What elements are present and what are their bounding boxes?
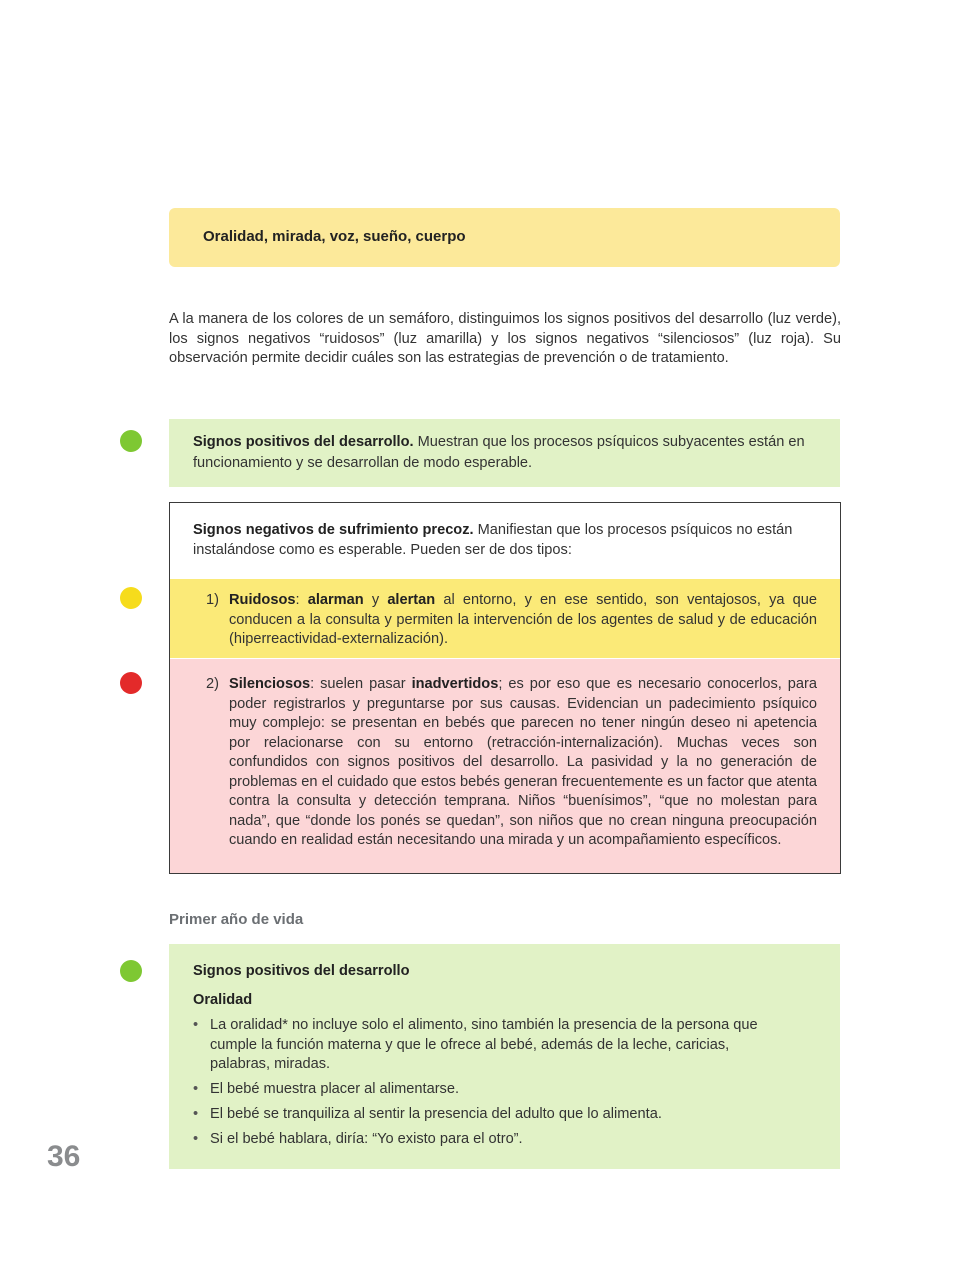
silent-signs-band [170,659,840,873]
section-header [169,208,840,267]
red-light-icon [120,672,142,694]
noisy-signs-text: Ruidosos: alarman y alertan al entorno, y en ese sentido, son ventajosos, ya que conducen a la consulta y permiten la intervención de los agentes de salud y de educación (hiperreactividad-externalización). [229,592,817,647]
list-item: • Si el bebé hablara, diría: “Yo existo para el otro”. [193,1130,793,1150]
silent-signs-text: Silenciosos: suelen pasar inadvertidos; es por eso que es necesario conocerlos, para poder registrarlos y preguntarse por sus causas. Evidencian un padecimiento psíquico muy complejo: se presentan en bebés que parecen no tener ningún deseo ni apetencia por relacionarse con su entorno (retracción-internalización). Muchas veces son confundidos con signos positivos del desarrollo. La pasividad y la no generación de problemas en el cuidado que estos bebés generan frecuentemente es un factor que atenta contra la consulta y detección temprana. Niños “buenísimos”, “que no molestan para nada”, que “donde los ponés se quedan”, son niños que no crean ninguna preocupación cuando en realidad están necesitando una mirada y un acompañamiento específicos. [229,676,817,848]
green-light-icon [120,430,142,452]
list-item: • El bebé se tranquiliza al sentir la presencia del adulto que lo alimenta. [193,1105,793,1125]
first-year-positive-box [169,944,840,1169]
page-number: 36 [47,1140,81,1173]
section-title: Primer año de vida [169,911,304,928]
noisy-signs-band [170,579,840,658]
box-subheading: Oralidad [193,992,253,1008]
noisy-signs-number: 1) [206,592,219,608]
list-item: • La oralidad* no incluye solo el alimento, sino también la presencia de la persona que cumple la función materna y que le ofrece al bebé, además de la leche, caricias, palabras, miradas. [193,1016,770,1075]
yellow-light-icon [120,587,142,609]
negative-signs-box [169,502,841,874]
box-heading: Signos positivos del desarrollo [193,963,410,979]
list-item: • El bebé muestra placer al alimentarse. [193,1080,793,1100]
negative-signs-intro [193,520,818,560]
positive-signs-lead: Signos positivos del desarrollo. [193,434,414,450]
section-header-title: Oralidad, mirada, voz, sueño, cuerpo [203,228,466,245]
bullet-list [193,1016,793,1155]
negative-signs-text: Manifiestan que los procesos psíquicos no están instalándose como es esperable. Pueden ser de dos tipos: [193,522,793,558]
intro-paragraph: A la manera de los colores de un semáforo, distinguimos los signos positivos del desarrollo (luz verde), los signos negativos “ruidosos” (luz amarilla) y los signos negativos “silenciosos” (luz roja). Su observación permite decidir cuáles son las estrategias de prevención o de tratamiento. [169,311,841,367]
silent-signs-number: 2) [206,676,219,692]
negative-signs-lead: Signos negativos de sufrimiento precoz. [193,522,474,538]
positive-signs-text: Muestran que los procesos psíquicos subyacentes están en funcionamiento y se desarrollan de modo esperable. [193,434,805,471]
green-light-icon [120,960,142,982]
positive-signs-box [169,419,840,487]
